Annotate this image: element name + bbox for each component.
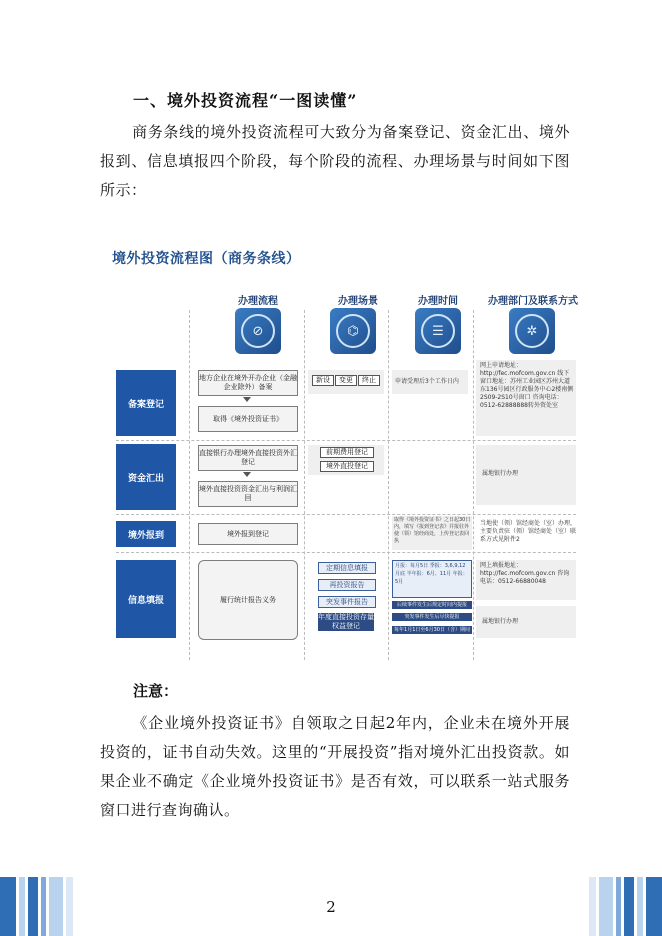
chip-terminate: 终止 — [358, 375, 380, 386]
divider — [116, 440, 576, 441]
step-filing: 地方企业在境外开办企业（金融企业除外）备案 — [198, 370, 298, 396]
contact-filing: 网上申请地址：http://fec.mofcom.gov.cn 线下窗口地址：苏州工业园区苏州大道东136号园区行政服务中心2楼南侧2S09-2S10号窗口 咨询电话：0512-62888888转外资处室 — [480, 362, 574, 409]
step-report-registration: 境外报到登记 — [198, 523, 298, 545]
divider — [116, 552, 576, 553]
stage-filing: 备案登记 — [116, 370, 176, 436]
stage-remittance: 资金汇出 — [116, 444, 176, 510]
page-number: 2 — [326, 898, 336, 916]
step-certificate: 取得《境外投资证书》 — [198, 406, 298, 432]
chip-reinvest: 再投资报告 — [318, 579, 376, 591]
contact-info-filing: 网上填报地址：http://fec.mofcom.gov.cn 咨询电话：0512-66880048 — [480, 562, 570, 585]
section-heading: 一、境外投资流程“一图读懂” — [133, 91, 358, 110]
diagram-title: 境外投资流程图（商务条线） — [112, 251, 301, 267]
step-bank-registration: 直接银行办理境外直接投资外汇登记 — [198, 445, 298, 471]
time-row-2: 突发事件发生后尽快提报 — [392, 613, 472, 621]
arrow-down-icon — [243, 472, 251, 477]
contact-icon: ✲ — [509, 308, 555, 354]
chip-change: 变更 — [335, 375, 357, 386]
time-filing: 申请受理后3个工作日内 — [395, 378, 459, 385]
chip-periodic: 定期信息填报 — [318, 562, 376, 574]
stage-info-filing: 信息填报 — [116, 560, 176, 638]
time-periodic: 月报：每月5日 季报：3,6,9,12月底 半年报：6月、11月 年报：5月 — [392, 560, 472, 598]
contact-info-bank: 属地银行办理 — [482, 618, 519, 625]
col-head-process: 办理流程 — [238, 296, 278, 307]
bar — [616, 877, 621, 936]
divider — [304, 310, 305, 660]
col-head-contact: 办理部门及联系方式 — [488, 296, 578, 307]
divider — [473, 310, 474, 660]
time-row-1: 后续事件发生后规定时间内提报 — [392, 601, 472, 609]
arrow-down-icon — [243, 397, 251, 402]
col-head-scene: 办理场景 — [338, 296, 378, 307]
scene-icon: ⌬ — [330, 308, 376, 354]
intro-paragraph — [100, 118, 570, 205]
flow-diagram — [108, 240, 588, 665]
stage-report: 境外报到 — [116, 521, 176, 547]
time-icon: ☰ — [415, 308, 461, 354]
bar — [646, 877, 662, 936]
chip-early-expense: 前期费用登记 — [320, 447, 374, 458]
divider — [388, 310, 389, 660]
time-report: 取得《境外投资证书》之日起30日内，填写《报到登记表》并报驻外使（领）馆经商处，上传登记表回执 — [394, 517, 471, 544]
process-icon: ⊘ — [235, 308, 281, 354]
bar — [624, 877, 634, 936]
footer-bars-right — [589, 877, 662, 936]
step-statistics: 履行统计报告义务 — [198, 560, 298, 640]
col-head-time: 办理时间 — [418, 296, 458, 307]
note-text: 《企业境外投资证书》自领取之日起2年内，企业未在境外开展投资的，证书自动失效。这里的“开展投资”指对境外汇出投资款。如果企业不确定《企业境外投资证书》是否有效，可以联系一站式服务窗口进行查询确认。 — [100, 714, 570, 819]
divider — [189, 310, 190, 660]
bar — [599, 877, 613, 936]
note-paragraph — [100, 709, 570, 825]
chip-annual: 年度直接投资存量权益登记 — [318, 613, 374, 630]
time-row-3: 每年1月1日至6月30日（含）期间 — [392, 626, 472, 634]
chip-new: 新设 — [312, 375, 334, 386]
step-fund-remit: 境外直接投资资金汇出与利润汇回 — [198, 481, 298, 507]
contact-report: 当地使（领）馆经商处（室）办理，主要负责驻（领）馆经商处（室）联系方式见附件2 — [480, 520, 577, 543]
bar — [637, 877, 643, 936]
bar — [589, 877, 596, 936]
chip-direct-investment: 境外直投登记 — [320, 461, 374, 472]
chip-emergency: 突发事件报告 — [318, 596, 376, 608]
intro-text: 商务条线的境外投资流程可大致分为备案登记、资金汇出、境外报到、信息填报四个阶段，每个阶段的流程、办理场景与时间如下图所示： — [100, 123, 570, 199]
divider — [116, 514, 576, 515]
contact-remittance: 属地银行办理 — [482, 470, 519, 477]
note-title: 注意： — [133, 682, 179, 700]
